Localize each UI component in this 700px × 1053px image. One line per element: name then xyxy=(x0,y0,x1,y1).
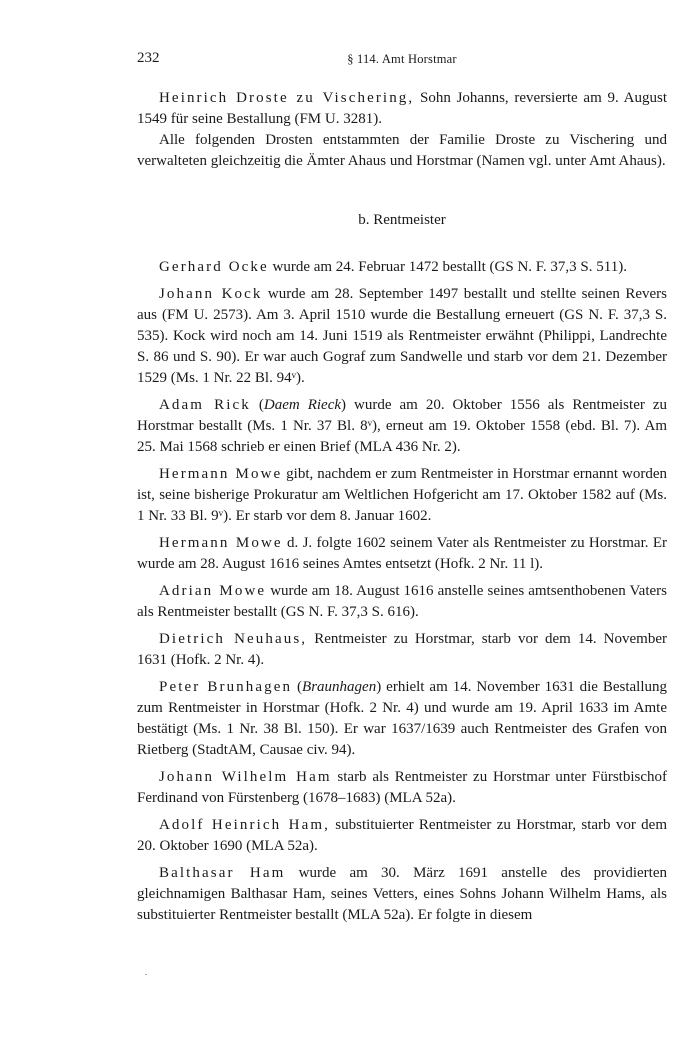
person-name: Peter Brunhagen xyxy=(159,679,293,695)
name-variant: Daem Rieck xyxy=(263,397,342,413)
person-name: Johann Wilhelm Ham xyxy=(159,769,332,785)
page-number: 232 xyxy=(137,50,160,66)
rentmeister-entry xyxy=(137,863,667,926)
person-name: Heinrich Droste zu Vischering, xyxy=(159,90,415,106)
entry-text: wurde am 30. März 1691 anstelle des providierten gleichnamigen Balthasar Ham, seines Vetters, eines Sohns Johann Wilhelm Hams, als substituierter Rentmeister bestallt (MLA 52a). Er folgte in diesem xyxy=(137,865,667,923)
rentmeister-entry xyxy=(137,581,667,623)
paragraph-text: Sohn Johanns, reversierte am 9. August 1549 für seine Bestallung (FM U. 3281). xyxy=(137,90,667,127)
paragraph-text: Alle folgenden Drosten entstammten der Familie Droste zu Vischering und verwalteten gleichzeitig die Ämter Ahaus und Horstmar (Namen vgl. unter Amt Ahaus). xyxy=(137,132,667,169)
entry-text: wurde am 18. August 1616 anstelle seines amtsenthobenen Vaters als Rentmeister bestallt (GS N. F. 37,3 S. 616). xyxy=(137,583,667,620)
person-name: Hermann Mowe xyxy=(159,466,283,482)
name-variant: Braunhagen xyxy=(302,679,377,695)
rentmeister-entry xyxy=(137,284,667,389)
rentmeister-entry: Peter Brunhagen (Braunhagen) erhielt am 14. November 1631 die Bestallung zum Rentmeister in Horstmar (Hofk. 2 Nr. 4) und wurde am 19. April 1633 im Amte bestätigt (Ms. 1 Nr. 38 Bl. 150). Er war 1637/1639 auch Rentmeister des Grafen von Rietberg (StadtAM, Causae civ. 94). xyxy=(137,679,668,758)
page-header xyxy=(137,50,667,70)
entry-text: erhielt am 14. November 1631 die Bestallung zum Rentmeister in Horstmar (Hofk. 2 Nr. 4) und wurde am 19. April 1633 im Amte bestätigt (Ms. 1 Nr. 38 Bl. 150). Er war 1637/1639 auch Rentmeister des Grafen von Rietberg (StadtAM, Causae civ. 94). xyxy=(137,679,668,758)
person-name: Adrian Mowe xyxy=(159,583,267,599)
entry-text: d. J. folgte 1602 seinem Vater als Rentmeister zu Horstmar. Er wurde am 28. August 1616 seines Amtes entsetzt (Hofk. 2 Nr. 11 l). xyxy=(137,535,667,572)
entry-text: wurde am 24. Februar 1472 bestallt (GS N. F. 37,3 S. 511). xyxy=(268,259,627,275)
rentmeister-entry: Adam Rick (Daem Rieck) wurde am 20. Oktober 1556 als Rentmeister zu Horstmar bestallt (Ms. 1 Nr. 37 Bl. 8ᵛ), erneut am 19. Oktober 1558 (ebd. Bl. 7). Am 25. Mai 1568 schrieb er einen Brief (MLA 436 Nr. 2). xyxy=(137,397,667,455)
rentmeister-entry xyxy=(137,629,667,671)
person-name: Balthasar Ham xyxy=(159,865,286,881)
person-name: Adam Rick xyxy=(159,397,251,413)
entry-text: gibt, nachdem er zum Rentmeister in Horstmar ernannt worden ist, seine bisherige Prokuratur am Weltlichen Hofgericht am 17. Oktober 1582 auf (Ms. 1 Nr. 33 Bl. 9ᵛ). Er starb vor dem 8. Januar 1602. xyxy=(137,466,668,524)
intro-paragraph-1 xyxy=(137,88,667,130)
rentmeister-entry xyxy=(137,533,667,575)
entry-text: substituierter Rentmeister zu Horstmar, starb vor dem 20. Oktober 1690 (MLA 52a). xyxy=(137,817,667,854)
person-name: Hermann Mowe xyxy=(159,535,283,551)
running-head: § 114. Amt Horstmar xyxy=(347,52,457,66)
rentmeister-entry xyxy=(137,257,667,278)
person-name: Adolf Heinrich Ham, xyxy=(159,817,330,833)
person-name: Dietrich Neuhaus, xyxy=(159,631,308,647)
page-body xyxy=(137,88,667,932)
intro-paragraph-2 xyxy=(137,130,667,172)
entry-text: wurde am 20. Oktober 1556 als Rentmeister zu Horstmar bestallt (Ms. 1 Nr. 37 Bl. 8ᵛ), erneut am 19. Oktober 1558 (ebd. Bl. 7). Am 25. Mai 1568 schrieb er einen Brief (MLA 436 Nr. 2). xyxy=(137,397,667,455)
entry-text: Rentmeister zu Horstmar, starb vor dem 14. November 1631 (Hofk. 2 Nr. 4). xyxy=(137,631,667,668)
scan-speck xyxy=(145,974,147,975)
section-heading: b. Rentmeister xyxy=(358,212,446,228)
entry-text: starb als Rentmeister zu Horstmar unter Fürstbischof Ferdinand von Fürstenberg (1678–1683) (MLA 52a). xyxy=(137,769,667,806)
person-name: Johann Kock xyxy=(159,286,263,302)
person-name: Gerhard Ocke xyxy=(159,259,269,275)
rentmeister-entry xyxy=(137,815,667,857)
rentmeister-entry xyxy=(137,464,667,527)
entry-text: wurde am 28. September 1497 bestallt und stellte seinen Revers aus (FM U. 2573). Am 3. April 1510 wurde die Bestallung erneuert (GS N. F. 37,3 S. 535). Kock wird noch am 14. Juni 1519 als Rentmeister erwähnt (Philippi, Landrechte S. 86 und S. 90). Er war auch Gograf zum Sandwelle und starb vor dem 21. Dezember 1529 (Ms. 1 Nr. 22 Bl. 94ᵛ). xyxy=(137,286,668,386)
rentmeister-entry xyxy=(137,767,667,809)
